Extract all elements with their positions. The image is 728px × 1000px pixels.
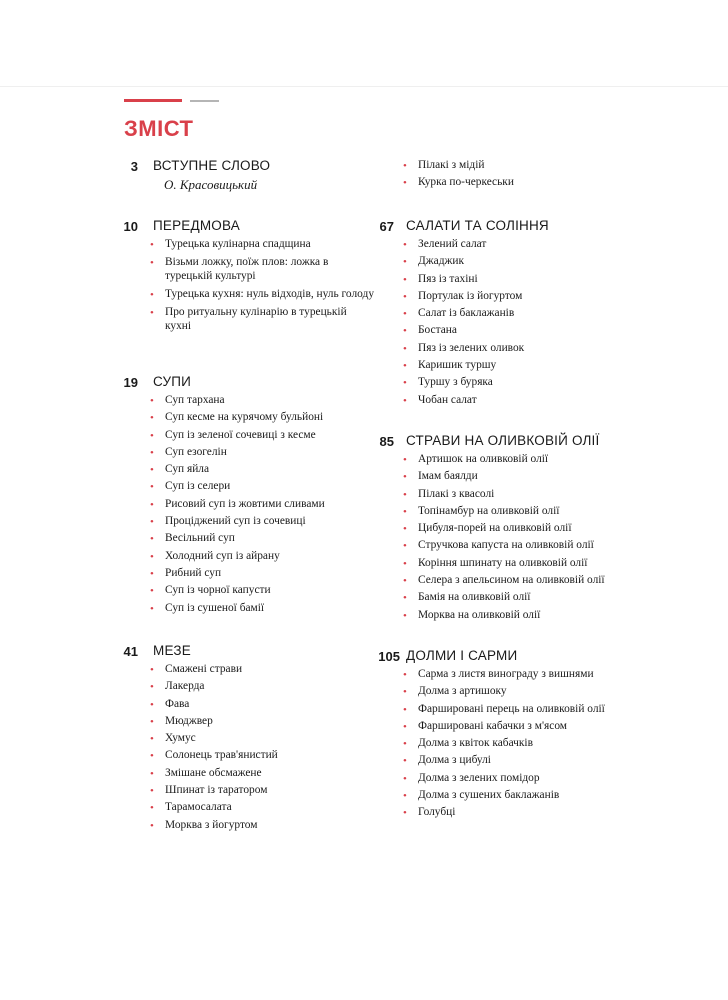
section-title: ПЕРЕДМОВА <box>153 218 240 233</box>
toc-item[interactable]: • Салат із баклажанів <box>403 307 515 321</box>
title-accent-bar-gray <box>190 100 219 102</box>
section-intro <box>0 157 380 192</box>
section-title: МЕЗЕ <box>153 643 191 658</box>
toc-item[interactable]: • Морква на оливковій олії <box>403 608 541 622</box>
toc-item[interactable]: • Долма з цибулі <box>403 754 491 768</box>
toc-item[interactable]: • Холодний суп із айрану <box>150 549 280 563</box>
toc-item[interactable]: • Туршу з буряка <box>403 376 493 390</box>
toc-item[interactable]: • Фаршировані перець на оливковій олії <box>403 702 605 716</box>
toc-item[interactable]: • Долма з зелених помідор <box>403 771 540 785</box>
toc-item[interactable]: • Суп езогелін <box>150 445 227 459</box>
toc-item[interactable]: • Шпинат із таратором <box>150 784 268 798</box>
toc-item[interactable]: • Бостана <box>403 324 457 338</box>
section-title: ВСТУПНЕ СЛОВО <box>153 158 271 173</box>
toc-item[interactable]: • Цибуля-порей на оливковій олії <box>403 522 572 536</box>
toc-item[interactable]: • Фава <box>150 697 190 711</box>
page-top-rule <box>0 86 728 87</box>
toc-item[interactable]: • Долма з сушених баклажанів <box>403 789 560 803</box>
toc-item[interactable]: • Пяз із тахіні <box>403 272 478 286</box>
toc-item[interactable]: • Суп із сушеної бамії <box>150 601 265 615</box>
toc-item[interactable]: • Селера з апельсином на оливковій олії <box>403 574 605 588</box>
toc-item[interactable]: • Рибний суп <box>150 566 222 580</box>
toc-item[interactable]: • Смажені страви <box>150 663 243 676</box>
toc-item[interactable]: • Курка по-черкеськи <box>403 176 514 190</box>
toc-item[interactable]: • Джаджик <box>403 255 464 269</box>
section-title: СУПИ <box>153 374 192 389</box>
section-page-number: 105 <box>378 649 400 664</box>
section-item-list <box>403 158 638 193</box>
section-item-list <box>150 237 375 337</box>
toc-item[interactable]: • Пяз із зелених оливок <box>403 341 525 355</box>
toc-item[interactable]: • Хумус <box>150 732 196 746</box>
toc-item[interactable]: • Фаршировані кабачки з м'ясом <box>403 719 568 733</box>
toc-item[interactable]: • Пілакі з квасолі <box>403 487 495 501</box>
toc-item[interactable]: • Змішане обсмажене <box>150 766 262 780</box>
toc-item[interactable]: • Суп із чорної капусти <box>150 584 271 598</box>
section-author: О. Красовицький <box>164 177 258 192</box>
section-title: САЛАТИ ТА СОЛІННЯ <box>406 218 549 233</box>
section-page-number: 19 <box>123 375 138 390</box>
toc-item[interactable]: • Суп із зеленої сочевиці з кесме <box>150 428 316 442</box>
toc-item[interactable]: • Весільний суп <box>150 532 235 546</box>
toc-item[interactable]: • Каришик туршу <box>403 359 497 373</box>
toc-item[interactable]: • Сарма з листя винограду з вишнями <box>403 668 594 681</box>
toc-item[interactable]: • Про ритуальну кулінарію в турецькій кухні <box>150 306 347 332</box>
toc-item[interactable]: • Голубці <box>403 806 456 820</box>
toc-item[interactable]: • Коріння шпинату на оливковій олії <box>403 556 588 570</box>
section-item-list <box>150 662 380 835</box>
page-title: ЗМІСТ <box>124 116 194 141</box>
section-page-number: 41 <box>123 644 138 659</box>
toc-item[interactable]: • Морква з йогуртом <box>150 818 258 832</box>
toc-item[interactable]: • Візьми ложку, поїж плов: ложка в турецькій культурі <box>150 256 329 282</box>
section-item-list <box>403 667 618 823</box>
toc-item[interactable]: • Зелений салат <box>403 238 487 251</box>
section-item-list <box>403 237 638 410</box>
toc-item[interactable]: • Артишок на оливковій олії <box>403 453 549 466</box>
toc-item[interactable]: • Тарамосалата <box>150 801 232 815</box>
toc-item[interactable]: • Імам баялди <box>403 470 478 484</box>
section-page-number: 3 <box>130 159 138 174</box>
toc-item[interactable]: • Суп яйла <box>150 463 210 477</box>
section-page-number: 85 <box>379 434 394 449</box>
section-title: СТРАВИ НА ОЛИВКОВІЙ ОЛІЇ <box>406 433 600 448</box>
section-page-number: 67 <box>379 219 394 234</box>
toc-item[interactable]: • Солонець трав'янистий <box>150 749 278 763</box>
section-item-list <box>150 393 380 618</box>
toc-item[interactable]: • Суп кесме на курячому бульйоні <box>150 411 324 425</box>
section-soups <box>0 373 380 615</box>
toc-item[interactable]: • Суп тархана <box>150 394 225 407</box>
toc-item[interactable]: • Суп із селери <box>150 480 231 494</box>
toc-item[interactable]: • Турецька кухня: нуль відходів, нуль голоду <box>150 288 375 301</box>
toc-item[interactable]: • Долма з артишоку <box>403 685 507 699</box>
section-page-number: 10 <box>123 219 138 234</box>
toc-item[interactable]: • Рисовий суп із жовтими сливами <box>150 497 325 511</box>
toc-item[interactable]: • Стручкова капуста на оливковій олії <box>403 539 594 553</box>
toc-item[interactable]: • Пілакі з мідій <box>403 159 485 172</box>
toc-item[interactable]: • Проціджений суп із сочевиці <box>150 515 306 529</box>
title-accent-bar <box>124 99 182 102</box>
toc-item[interactable]: • Долма з квіток кабачків <box>403 737 533 751</box>
section-item-list <box>403 452 648 625</box>
toc-item[interactable]: • Мюджвер <box>150 714 213 728</box>
toc-item[interactable]: • Бамія на оливковій олії <box>403 591 531 605</box>
toc-item[interactable]: • Лакерда <box>150 680 205 694</box>
toc-item[interactable]: • Топінамбур на оливковій олії <box>403 504 560 518</box>
section-title: ДОЛМИ І САРМИ <box>406 648 518 663</box>
toc-item[interactable]: • Портулак із йогуртом <box>403 289 523 303</box>
toc-item[interactable]: • Чобан салат <box>403 393 477 407</box>
toc-item[interactable]: • Турецька кулінарна спадщина <box>150 238 311 251</box>
